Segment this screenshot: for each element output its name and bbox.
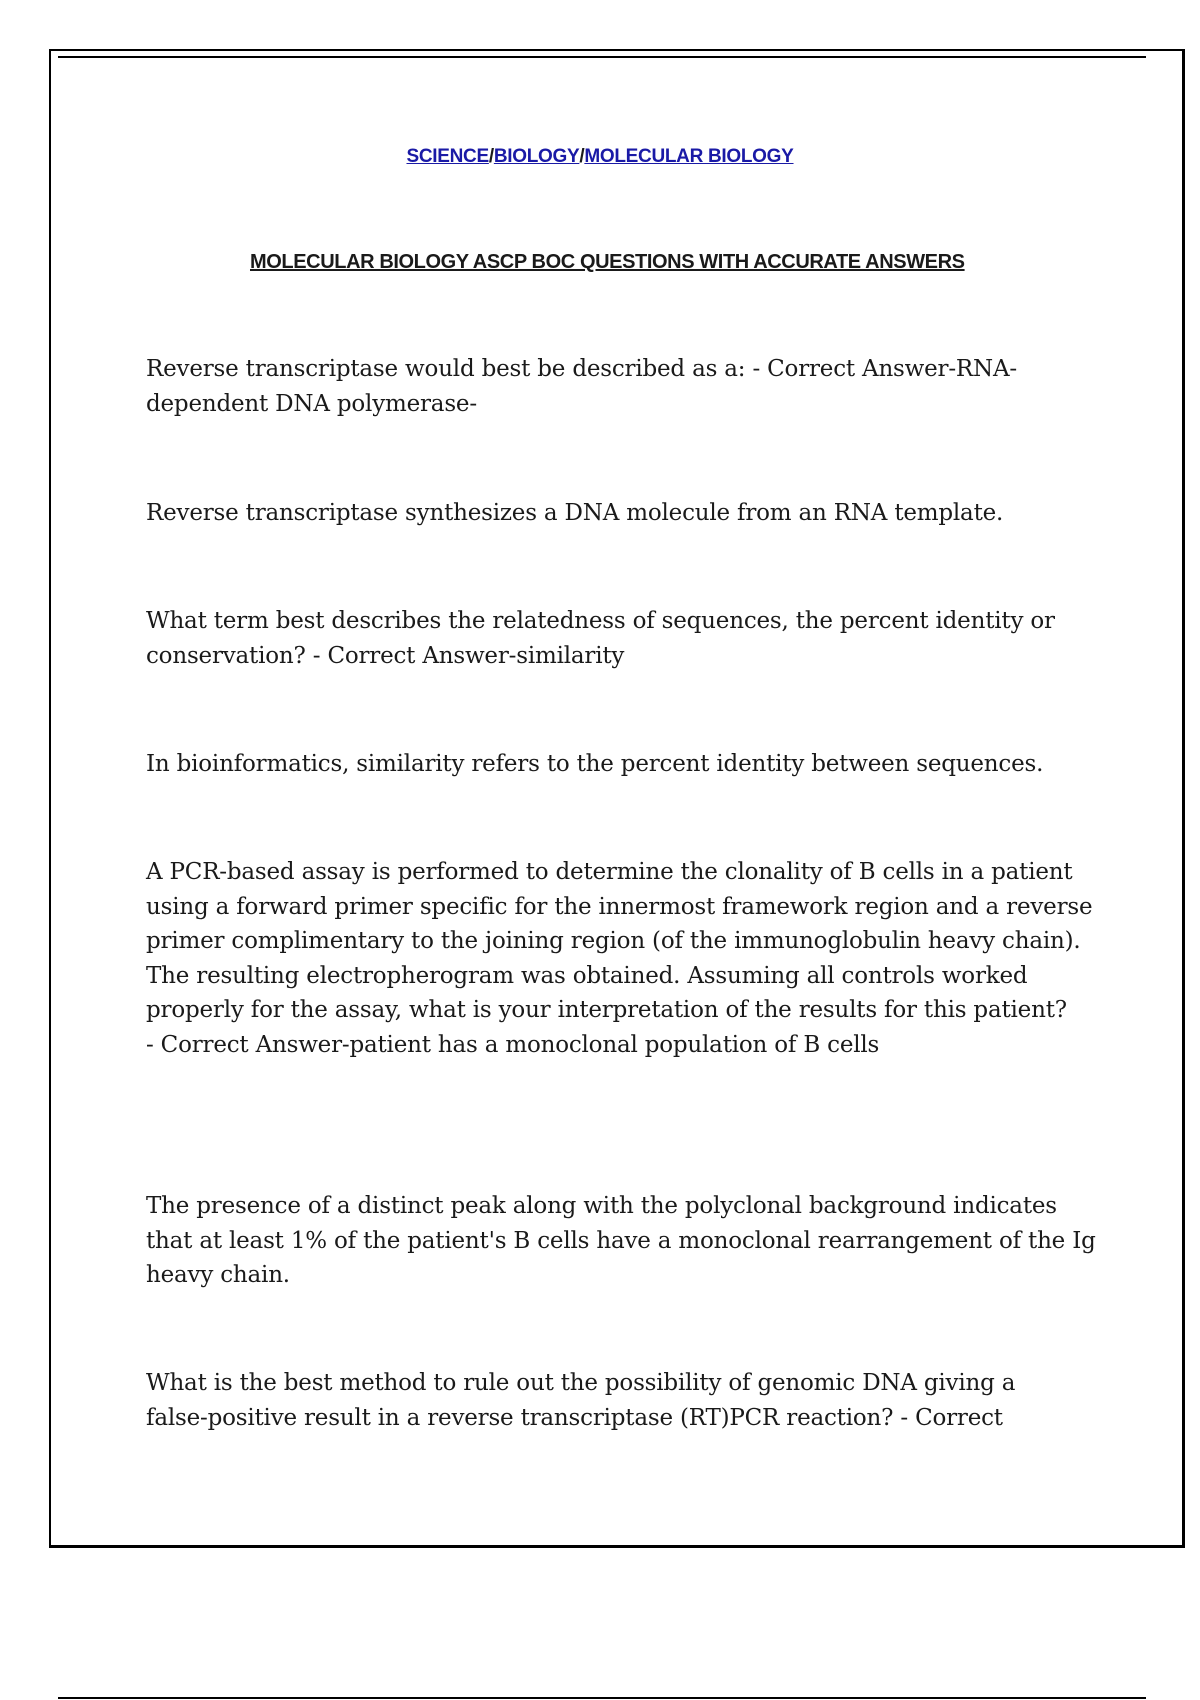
breadcrumb-link-science[interactable]: SCIENCE: [406, 146, 489, 167]
qa-paragraph-4: [146, 747, 1096, 782]
qa-paragraph-1: [146, 352, 1096, 421]
text-line: - Correct Answer-patient has a monoclonal population of B cells: [146, 1031, 880, 1058]
qa-paragraph-2: [146, 496, 1096, 531]
bottom-rule: [58, 1697, 1146, 1699]
text-line: false-positive result in a reverse transcriptase (RT)PCR reaction? - Correct: [146, 1404, 1003, 1431]
qa-paragraph-5: [146, 855, 1096, 1062]
top-rule: [58, 56, 1146, 58]
text-line: conservation? - Correct Answer-similarity: [146, 642, 625, 669]
qa-paragraph-3: [146, 604, 1096, 673]
text-line: Reverse transcriptase synthesizes a DNA molecule from an RNA template.: [146, 500, 1004, 526]
text-line: What is the best method to rule out the possibility of genomic DNA giving a: [146, 1370, 1016, 1396]
text-line: that at least 1% of the patient's B cells have a monoclonal rearrangement of the Ig: [146, 1227, 1096, 1254]
text-line: dependent DNA polymerase-: [146, 390, 477, 417]
text-line: In bioinformatics, similarity refers to the percent identity between sequences.: [146, 751, 1044, 777]
breadcrumb-separator: /: [488, 146, 494, 167]
text-line: using a forward primer specific for the innermost framework region and a reverse: [146, 893, 1093, 920]
text-line: heavy chain.: [146, 1262, 290, 1288]
breadcrumb-link-biology[interactable]: BIOLOGY: [493, 146, 580, 167]
breadcrumb: [0, 146, 1200, 168]
text-line: A PCR-based assay is performed to determine the clonality of B cells in a patient: [146, 859, 1073, 885]
qa-paragraph-6: [146, 1189, 1096, 1293]
text-line: primer complimentary to the joining region (of the immunoglobulin heavy chain).: [146, 928, 1081, 954]
document-title: MOLECULAR BIOLOGY ASCP BOC QUESTIONS WITH ACCURATE ANSWERS: [250, 251, 965, 273]
breadcrumb-link-molecular-biology[interactable]: MOLECULAR BIOLOGY: [584, 146, 794, 167]
text-line: The resulting electropherogram was obtained. Assuming all controls worked: [146, 962, 1028, 989]
text-line: The presence of a distinct peak along with the polyclonal background indicates: [146, 1193, 1057, 1219]
text-line: Reverse transcriptase would best be described as a: - Correct Answer-RNA-: [146, 356, 1017, 382]
text-line: properly for the assay, what is your interpretation of the results for this patient?: [146, 997, 1067, 1023]
breadcrumb-separator: /: [579, 146, 585, 167]
qa-paragraph-7: [146, 1366, 1096, 1435]
text-line: What term best describes the relatedness of sequences, the percent identity or: [146, 608, 1055, 634]
